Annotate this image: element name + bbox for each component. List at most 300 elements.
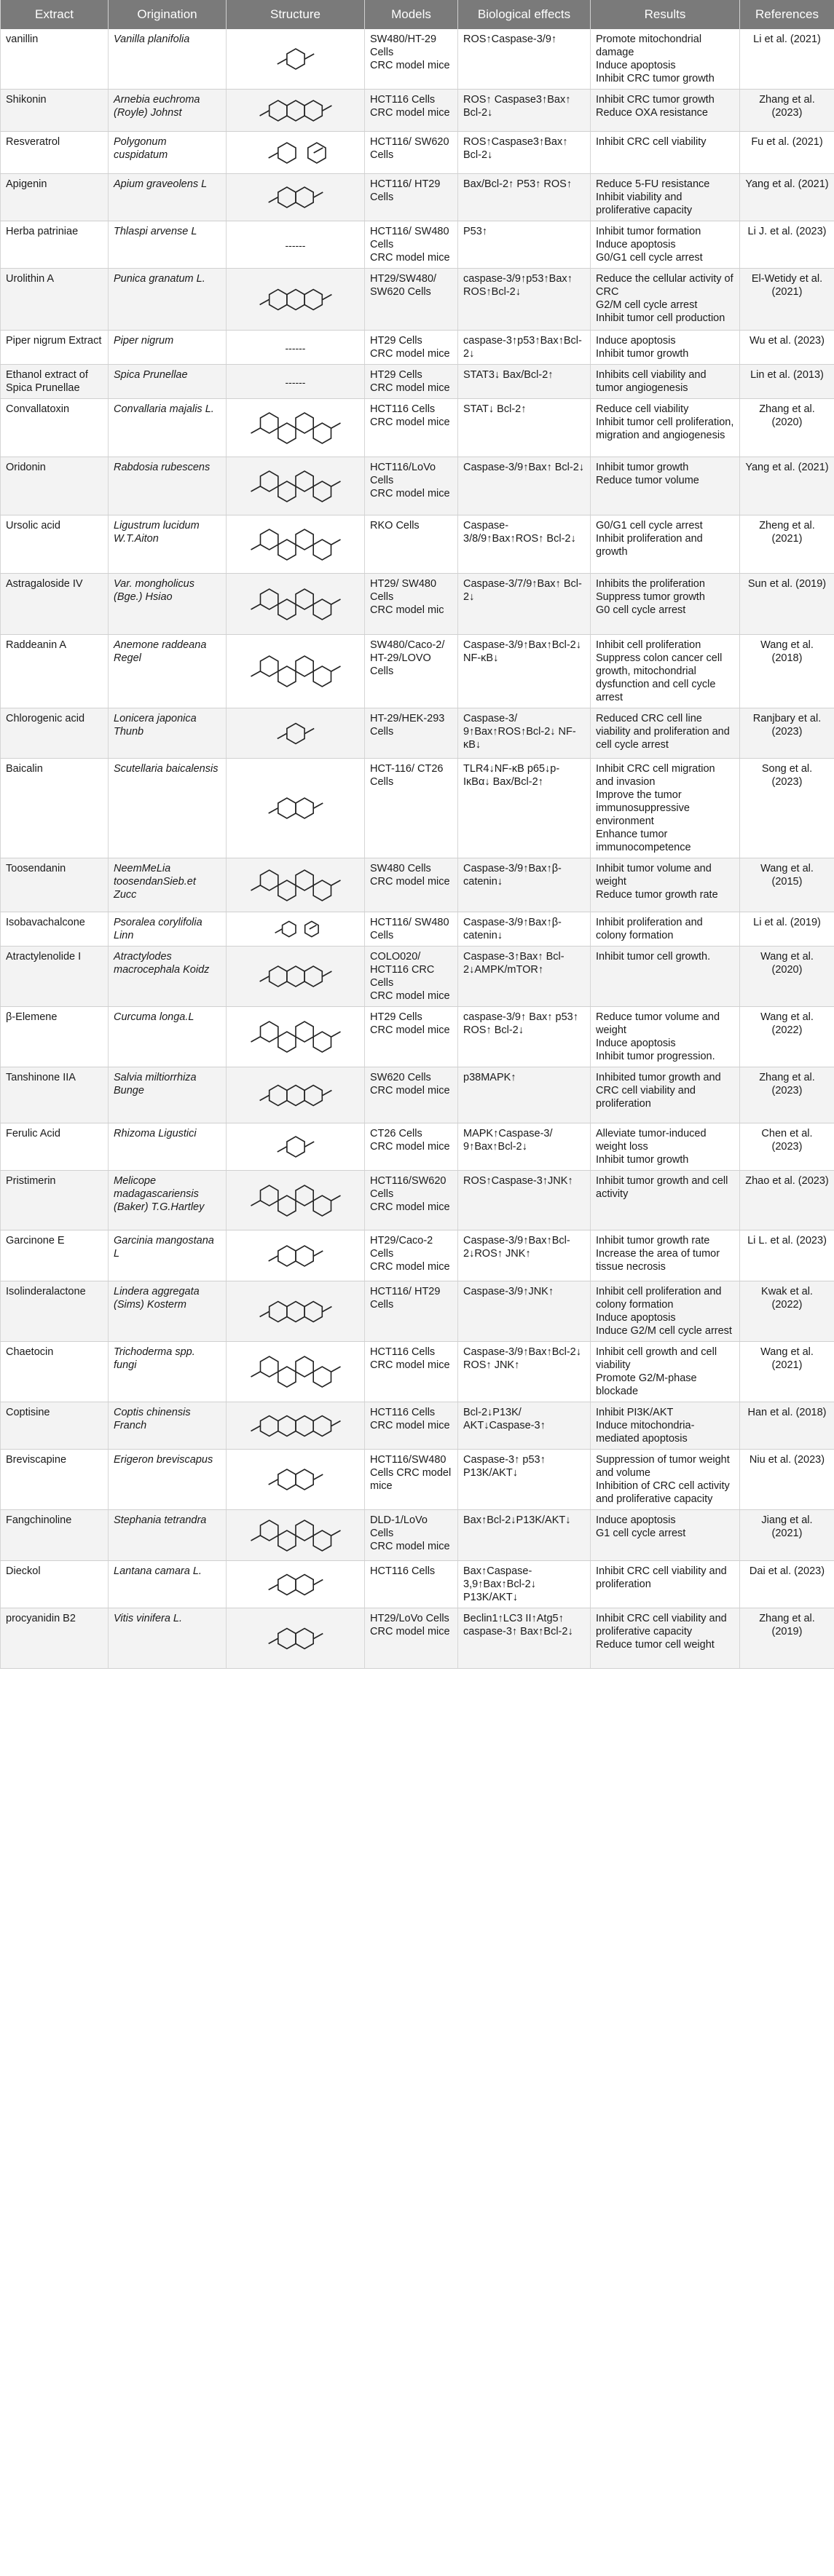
models-line: CRC model mice [370, 107, 450, 119]
biological-effects-line: ROS↑Caspase3↑Bax↑ Bcl-2↓ [463, 136, 568, 161]
cell-results [591, 947, 740, 1007]
cell-biological-effects [458, 1510, 591, 1561]
cell-models [365, 947, 458, 1007]
cell-extract [1, 635, 109, 708]
models-line: HCT116 Cells [370, 1407, 436, 1418]
cell-biological-effects [458, 947, 591, 1007]
cell-results [591, 1342, 740, 1402]
extract-line: Baicalin [6, 763, 43, 775]
molecule-icon [229, 272, 361, 328]
cell-reference [740, 947, 834, 1007]
models-line: CRC model mice [370, 416, 450, 428]
results-line: G1 cell cycle arrest [596, 1528, 686, 1539]
header-origination: Origination [109, 0, 227, 29]
cell-origination [109, 912, 227, 947]
cell-results [591, 515, 740, 574]
origination-line: Rabdosia rubescens [114, 462, 211, 473]
cell-extract [1, 912, 109, 947]
origination-line: Polygonum cuspidatum [114, 136, 168, 161]
reference-line: Zhang et al. (2019) [759, 1613, 815, 1637]
extract-line: Chlorogenic acid [6, 713, 85, 724]
cell-extract [1, 29, 109, 90]
cell-results [591, 365, 740, 399]
cell-structure [227, 1067, 365, 1123]
reference-line: Yang et al. (2021) [745, 178, 829, 190]
models-line: HT29 Cells [370, 1011, 422, 1023]
results-line: Induce apoptosis [596, 1312, 676, 1324]
header-extract: Extract [1, 0, 109, 29]
cell-origination [109, 1067, 227, 1123]
cell-reference [740, 858, 834, 912]
reference-line: Kwak et al. (2022) [761, 1286, 813, 1311]
cell-reference [740, 1230, 834, 1281]
cell-reference [740, 1402, 834, 1450]
cell-models [365, 574, 458, 635]
results-line: Promote mitochondrial damage [596, 33, 702, 58]
extract-line: Urolithin A [6, 273, 55, 285]
models-line: HT29/ SW480 Cells [370, 578, 437, 603]
cell-results [591, 174, 740, 221]
cell-biological-effects [458, 90, 591, 132]
models-line: HCT116/ SW620 Cells [370, 136, 449, 161]
cell-structure [227, 708, 365, 759]
molecule-icon [229, 1070, 361, 1121]
results-line: G0 cell cycle arrest [596, 604, 686, 616]
table-row [1, 1608, 834, 1669]
extract-line: Ethanol extract of Spica Prunellae [6, 369, 88, 394]
biological-effects-line: Bax/Bcl-2↑ P53↑ ROS↑ [463, 178, 573, 190]
cell-structure [227, 1510, 365, 1561]
extract-line: Isolinderalactone [6, 1286, 86, 1297]
results-line: Inhibit tumor volume and weight [596, 863, 712, 888]
cell-extract [1, 269, 109, 331]
origination-line: Curcuma longa.L [114, 1011, 194, 1023]
cell-structure [227, 1123, 365, 1171]
models-line: HT29 Cells [370, 335, 422, 347]
models-line: CRC model mice [370, 348, 450, 360]
results-line: Induce apoptosis [596, 239, 676, 250]
results-line: Inhibit tumor growth [596, 348, 689, 360]
origination-line: Arnebia euchroma (Royle) Johnst [114, 94, 200, 119]
biological-effects-line: Caspase-3/ 9↑Bax↑ROS↑Bcl-2↓ NF-κB↓ [463, 713, 576, 751]
cell-biological-effects [458, 269, 591, 331]
results-line: Inhibit tumor growth [596, 462, 689, 473]
cell-reference [740, 399, 834, 457]
reference-line: Wang et al. (2018) [760, 639, 814, 664]
cell-origination [109, 132, 227, 174]
cell-models [365, 1510, 458, 1561]
cell-reference [740, 515, 834, 574]
extract-line: Oridonin [6, 462, 46, 473]
cell-origination [109, 1230, 227, 1281]
reference-line: Jiang et al. (2021) [761, 1514, 813, 1539]
molecule-icon [229, 644, 361, 699]
extract-line: Herba patriniae [6, 226, 79, 237]
extract-line: Ursolic acid [6, 520, 60, 532]
header-biological-effects: Biological effects [458, 0, 591, 29]
extract-line: Tanshinone IIA [6, 1072, 76, 1083]
biological-effects-line: Caspase-3/7/9↑Bax↑ Bcl-2↓ [463, 578, 582, 603]
results-line: Inhibit CRC tumor growth [596, 94, 715, 106]
origination-line: Stephania tetrandra [114, 1514, 207, 1526]
models-line: SW480 Cells [370, 863, 431, 874]
cell-origination [109, 574, 227, 635]
cell-extract [1, 1281, 109, 1342]
results-line: Inhibit tumor cell growth. [596, 951, 711, 963]
header-references: References [740, 0, 834, 29]
extract-line: vanillin [6, 33, 39, 45]
molecule-icon [229, 1174, 361, 1228]
cell-extract [1, 1171, 109, 1230]
reference-line: Wu et al. (2023) [750, 335, 825, 347]
reference-line: Li et al. (2019) [753, 917, 821, 928]
origination-line: Coptis chinensis Franch [114, 1407, 191, 1431]
models-line: HCT116/ HT29 Cells [370, 1286, 441, 1311]
cell-structure [227, 912, 365, 947]
results-line: Induce apoptosis [596, 335, 676, 347]
reference-line: Dai et al. (2023) [749, 1565, 825, 1577]
results-line: Suppress tumor growth [596, 591, 705, 603]
cell-models [365, 365, 458, 399]
results-line: Inhibit CRC cell viability and proliferation [596, 1565, 727, 1590]
cell-models [365, 269, 458, 331]
reference-line: Chen et al. (2023) [761, 1128, 813, 1153]
cell-extract [1, 1123, 109, 1171]
cell-origination [109, 635, 227, 708]
biological-effects-line: STAT3↓ Bax/Bcl-2↑ [463, 369, 554, 381]
biological-effects-line: p38MAPK↑ [463, 1072, 516, 1083]
results-line: Suppress colon cancer cell growth, mitochondrial dysfunction and cell cycle arrest [596, 652, 723, 703]
cell-reference [740, 1450, 834, 1510]
results-line: Reduce tumor cell weight [596, 1639, 715, 1651]
results-line: Reduce the cellular activity of CRC [596, 273, 733, 298]
cell-results [591, 858, 740, 912]
models-line: HCT116/ SW480 Cells [370, 917, 449, 941]
cell-extract [1, 457, 109, 515]
models-line: HT-29/HEK-293 Cells [370, 713, 445, 738]
cell-biological-effects [458, 132, 591, 174]
biological-effects-line: Caspase-3/9↑Bax↑Bcl-2↓ NF-κB↓ [463, 639, 581, 664]
results-line: Inhibit CRC cell migration and invasion [596, 763, 715, 788]
cell-reference [740, 269, 834, 331]
table-row [1, 399, 834, 457]
cell-models [365, 1230, 458, 1281]
table-row [1, 90, 834, 132]
reference-line: Zhang et al. (2020) [759, 403, 815, 428]
cell-results [591, 1171, 740, 1230]
cell-biological-effects [458, 1230, 591, 1281]
cell-extract [1, 399, 109, 457]
results-line: G0/G1 cell cycle arrest [596, 520, 703, 532]
cell-structure [227, 399, 365, 457]
cell-models [365, 1123, 458, 1171]
table-row [1, 574, 834, 635]
models-line: CRC model mice [370, 1359, 450, 1371]
structure-placeholder: ------ [285, 341, 306, 354]
cell-structure [227, 29, 365, 90]
reference-line: Li L. et al. (2023) [747, 1235, 827, 1246]
table-row [1, 1281, 834, 1342]
cell-models [365, 29, 458, 90]
biological-effects-line: P13K/AKT↓ [463, 1592, 518, 1603]
cell-models [365, 759, 458, 858]
origination-line: Vanilla planifolia [114, 33, 190, 45]
table-row [1, 515, 834, 574]
cell-biological-effects [458, 1171, 591, 1230]
molecule-icon [229, 402, 361, 454]
header-row [1, 0, 834, 29]
origination-line: Ligustrum lucidum W.T.Aiton [114, 520, 200, 545]
cell-origination [109, 1171, 227, 1230]
origination-line: Garcinia mangostana L [114, 1235, 214, 1260]
molecule-icon [229, 1233, 361, 1279]
extract-line: Raddeanin A [6, 639, 67, 651]
cell-reference [740, 1171, 834, 1230]
extract-line: Astragaloside IV [6, 578, 83, 590]
models-line: CRC model mice [370, 60, 450, 71]
cell-models [365, 331, 458, 365]
cell-structure [227, 269, 365, 331]
cell-models [365, 1608, 458, 1669]
reference-line: Wang et al. (2022) [760, 1011, 814, 1036]
cell-biological-effects [458, 331, 591, 365]
biological-effects-line: ROS↑ Caspase3↑Bax↑ Bcl-2↓ [463, 94, 571, 119]
biological-effects-line: P53↑ [463, 226, 488, 237]
biological-effects-line: Caspase-3/9↑Bax↑β-catenin↓ [463, 917, 562, 941]
origination-line: Erigeron breviscapus [114, 1454, 213, 1466]
extract-line: Atractylenolide I [6, 951, 82, 963]
table-row [1, 635, 834, 708]
reference-line: Ranjbary et al. (2023) [752, 713, 822, 738]
molecule-icon [229, 179, 361, 216]
cell-models [365, 90, 458, 132]
cell-results [591, 1608, 740, 1669]
results-line: Inhibit CRC cell viability [596, 136, 707, 148]
models-line: CRC model mice [370, 1024, 450, 1036]
cell-structure [227, 947, 365, 1007]
cell-results [591, 331, 740, 365]
cell-results [591, 759, 740, 858]
table-row [1, 331, 834, 365]
cell-extract [1, 331, 109, 365]
cell-results [591, 912, 740, 947]
cell-extract [1, 221, 109, 269]
biological-effects-line: Caspase-3/8/9↑Bax↑ROS↑ Bcl-2↓ [463, 520, 576, 545]
cell-origination [109, 515, 227, 574]
results-line: Reduce cell viability [596, 403, 689, 415]
cell-results [591, 1450, 740, 1510]
header-structure: Structure [227, 0, 365, 29]
cell-origination [109, 1510, 227, 1561]
cell-biological-effects [458, 29, 591, 90]
reference-line: Zhang et al. (2023) [759, 1072, 815, 1097]
cell-models [365, 399, 458, 457]
results-line: Inhibit PI3K/AKT [596, 1407, 674, 1418]
results-line: G0/G1 cell cycle arrest [596, 252, 703, 264]
biological-effects-line: ROS↑Caspase-3↑JNK↑ [463, 1175, 573, 1187]
biological-effects-line: ROS↑Caspase-3/9↑ [463, 33, 557, 45]
results-line: Induce G2/M cell cycle arrest [596, 1325, 732, 1337]
extract-line: Breviscapine [6, 1454, 67, 1466]
models-line: CRC model mice [370, 382, 450, 394]
models-line: COLO020/ HCT116 CRC Cells [370, 951, 435, 989]
cell-models [365, 708, 458, 759]
origination-line: Atractylodes macrocephala Koidz [114, 951, 210, 976]
molecule-icon [229, 917, 361, 941]
cell-biological-effects [458, 515, 591, 574]
models-line: CRC model mice [370, 1420, 450, 1431]
origination-line: Punica granatum L. [114, 273, 205, 285]
extract-line: Pristimerin [6, 1175, 56, 1187]
origination-line: Convallaria majalis L. [114, 403, 214, 415]
table-row [1, 1171, 834, 1230]
cell-results [591, 1067, 740, 1123]
cell-results [591, 1281, 740, 1342]
reference-line: Fu et al. (2021) [751, 136, 823, 148]
cell-structure [227, 759, 365, 858]
models-line: SW620 Cells [370, 1072, 431, 1083]
cell-reference [740, 174, 834, 221]
cell-reference [740, 708, 834, 759]
extract-line: Chaetocin [6, 1346, 54, 1358]
table-row [1, 759, 834, 858]
cell-biological-effects [458, 365, 591, 399]
cell-structure [227, 1342, 365, 1402]
models-line: HCT116 Cells [370, 1346, 436, 1358]
models-line: CRC model mice [370, 1201, 450, 1213]
cell-structure [227, 1450, 365, 1510]
models-line: HT29/SW480/ SW620 Cells [370, 273, 437, 298]
cell-origination [109, 221, 227, 269]
results-line: Inhibit tumor progression. [596, 1051, 715, 1062]
cell-reference [740, 1608, 834, 1669]
molecule-icon [229, 33, 361, 84]
cell-structure [227, 635, 365, 708]
cell-reference [740, 574, 834, 635]
cell-extract [1, 1230, 109, 1281]
cell-reference [740, 221, 834, 269]
cell-models [365, 457, 458, 515]
cell-models [365, 515, 458, 574]
cell-results [591, 708, 740, 759]
results-line: Inhibits the proliferation [596, 578, 705, 590]
cell-results [591, 269, 740, 331]
biological-effects-line: Caspase-3/9↑JNK↑ [463, 1286, 554, 1297]
results-line: Inhibit tumor growth rate [596, 1235, 710, 1246]
extract-line: procyanidin B2 [6, 1613, 76, 1624]
molecule-icon [229, 135, 361, 171]
cell-extract [1, 759, 109, 858]
results-line: Inhibit CRC tumor growth [596, 73, 715, 84]
cell-reference [740, 132, 834, 174]
cell-reference [740, 1510, 834, 1561]
results-line: Improve the tumor immunosuppressive environment [596, 789, 690, 827]
table-row [1, 365, 834, 399]
origination-line: Anemone raddeana Regel [114, 639, 207, 664]
table-row [1, 708, 834, 759]
cell-biological-effects [458, 1450, 591, 1510]
cell-results [591, 1007, 740, 1067]
cell-biological-effects [458, 708, 591, 759]
biological-effects-line: Bax↑Caspase-3,9↑Bax↑Bcl-2↓ [463, 1565, 536, 1590]
cell-structure [227, 1230, 365, 1281]
results-line: Inhibited tumor growth and CRC cell viability and proliferation [596, 1072, 721, 1110]
cell-extract [1, 1067, 109, 1123]
cell-models [365, 1281, 458, 1342]
cell-extract [1, 90, 109, 132]
molecule-icon [229, 711, 361, 756]
molecule-icon [229, 518, 361, 571]
cell-origination [109, 708, 227, 759]
table-row [1, 1007, 834, 1067]
reference-line: Niu et al. (2023) [749, 1454, 825, 1466]
models-line: DLD-1/LoVo Cells [370, 1514, 428, 1539]
results-line: Inhibit tumor growth [596, 1154, 689, 1166]
cell-models [365, 1007, 458, 1067]
reference-line: Han et al. (2018) [747, 1407, 827, 1418]
table-row [1, 1450, 834, 1510]
cell-extract [1, 1450, 109, 1510]
origination-line: Psoralea corylifolia Linn [114, 917, 202, 941]
reference-line: Zheng et al. (2021) [759, 520, 815, 545]
extract-line: Garcinone E [6, 1235, 65, 1246]
cell-biological-effects [458, 858, 591, 912]
cell-biological-effects [458, 1608, 591, 1669]
cell-reference [740, 1561, 834, 1608]
cell-extract [1, 1342, 109, 1402]
biological-effects-line: Caspase-3↑ p53↑ P13K/AKT↓ [463, 1454, 546, 1479]
results-line: Promote G2/M-phase blockade [596, 1372, 697, 1397]
table-row [1, 1067, 834, 1123]
cell-structure [227, 1561, 365, 1608]
cell-models [365, 174, 458, 221]
table-row [1, 1510, 834, 1561]
cell-biological-effects [458, 1402, 591, 1450]
models-line: CRC model mice [370, 990, 450, 1002]
biological-effects-line: TLR4↓NF-κB p65↓p-IκBα↓ Bax/Bcl-2↑ [463, 763, 560, 788]
molecule-icon [229, 1011, 361, 1063]
models-line: HCT116 Cells [370, 94, 436, 106]
reference-line: Song et al. (2023) [761, 763, 813, 788]
cell-results [591, 221, 740, 269]
results-line: Induce mitochondria-mediated apoptosis [596, 1420, 695, 1445]
cell-structure [227, 174, 365, 221]
cell-origination [109, 29, 227, 90]
cell-results [591, 1510, 740, 1561]
table-row [1, 221, 834, 269]
cell-structure [227, 1281, 365, 1342]
biological-effects-line: caspase-3/9↑ Bax↑ p53↑ ROS↑ Bcl-2↓ [463, 1011, 578, 1036]
cell-biological-effects [458, 174, 591, 221]
cell-biological-effects [458, 1561, 591, 1608]
cell-origination [109, 1281, 227, 1342]
table-row [1, 457, 834, 515]
cell-extract [1, 174, 109, 221]
cell-models [365, 1171, 458, 1230]
extract-line: Shikonin [6, 94, 47, 106]
cell-origination [109, 174, 227, 221]
models-line: HT29/LoVo Cells CRC model mice [370, 1613, 450, 1637]
cell-extract [1, 574, 109, 635]
molecule-icon [229, 1513, 361, 1558]
biological-effects-line: Beclin1↑LC3 II↑Atg5↑ caspase-3↑ Bax↑Bcl-2↓ [463, 1613, 573, 1637]
cell-reference [740, 457, 834, 515]
cell-models [365, 858, 458, 912]
origination-line: Trichoderma spp. fungi [114, 1346, 195, 1371]
cell-reference [740, 365, 834, 399]
reference-line: Lin et al. (2013) [750, 369, 824, 381]
results-line: Inhibit cell proliferation [596, 639, 701, 651]
